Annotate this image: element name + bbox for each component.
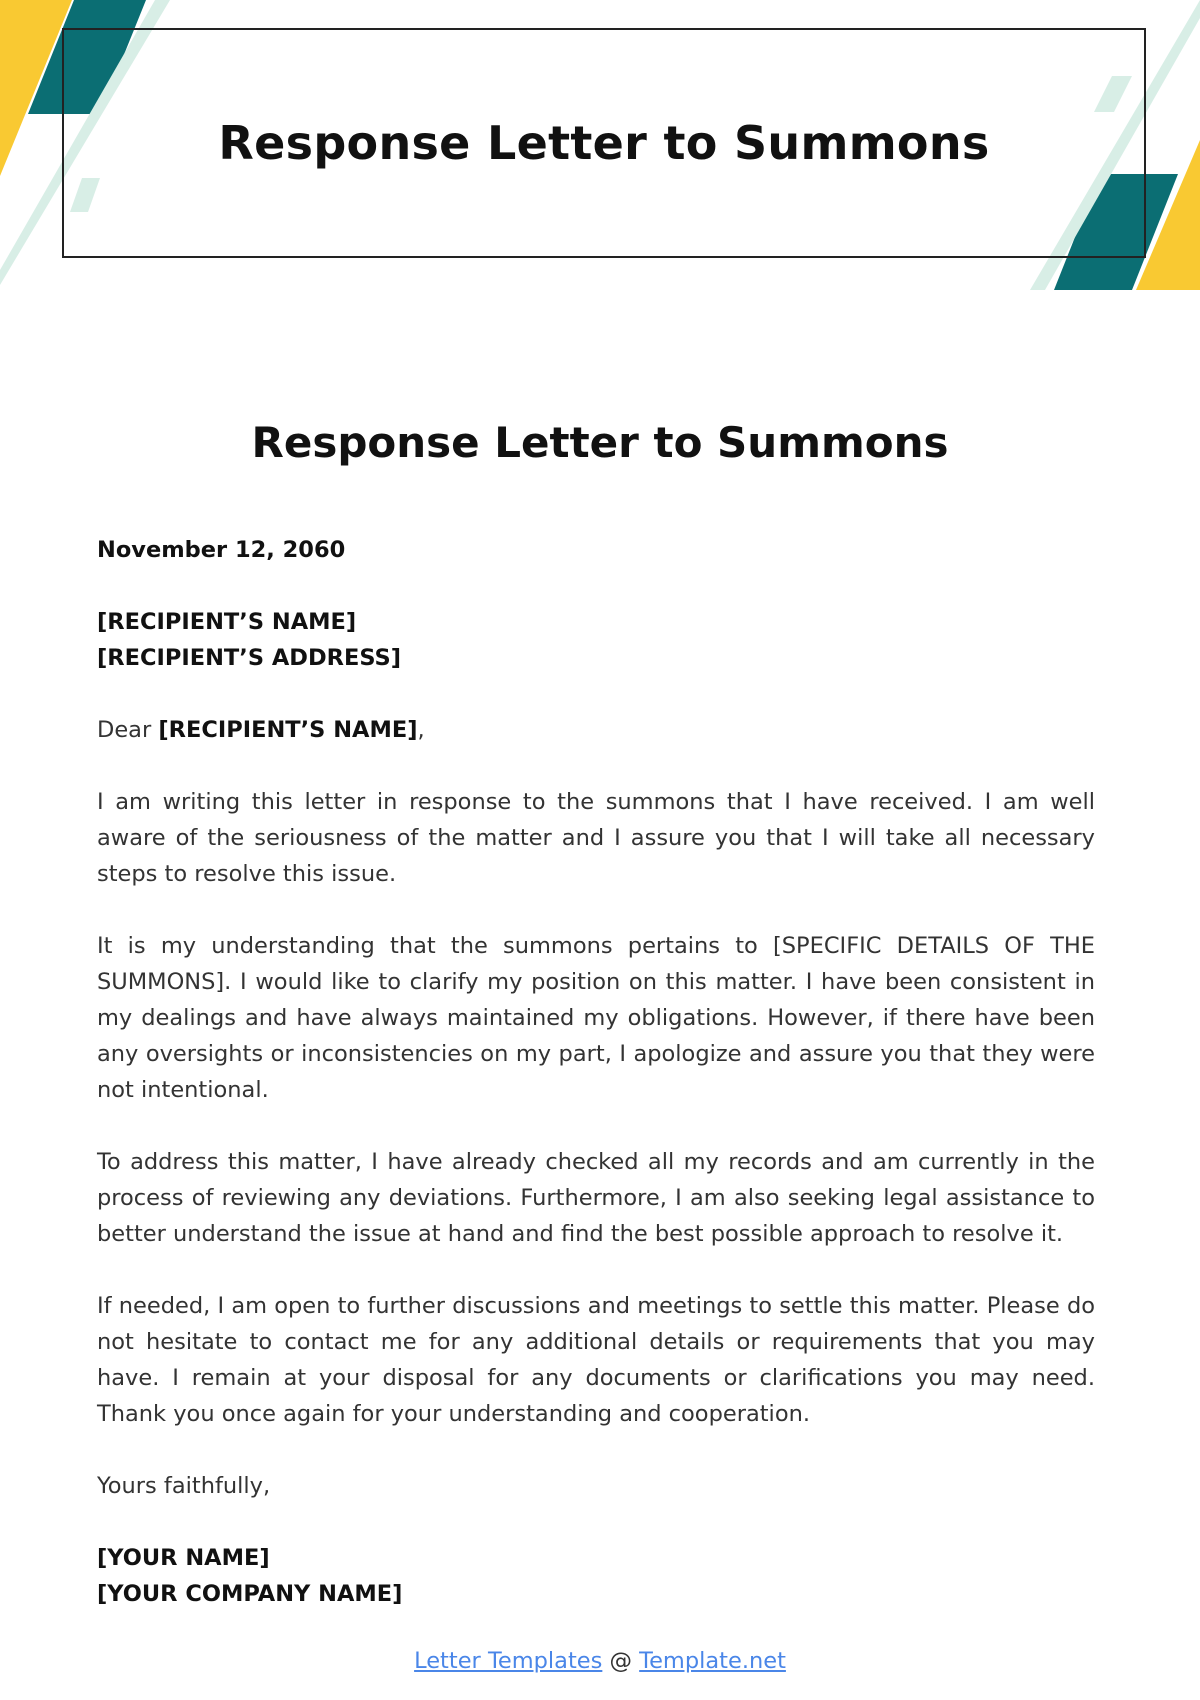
paragraph-4: If needed, I am open to further discussions and meetings to settle this matter. Please do not hesitate to contact me for any additional details or requirements that you may have. I remain at your disposal for any documents or clarifications you may need. Thank you once again for your understanding and cooperation. <box>97 1293 1095 1427</box>
footer-separator: @ <box>602 1648 640 1674</box>
letter-templates-link[interactable]: Letter Templates <box>414 1648 603 1674</box>
closing: Yours faithfully, <box>97 1473 271 1499</box>
letter-body <box>97 532 1095 1612</box>
recipient-address: [RECIPIENT’S ADDRESS] <box>97 645 402 671</box>
salutation-suffix: , <box>417 717 425 743</box>
salutation <box>97 712 1095 748</box>
header-box <box>62 28 1146 258</box>
paragraph-3: To address this matter, I have already checked all my records and am currently in the process of reviewing any deviations. Furthermore, I am also seeking legal assistance to better understand the issue at hand and find the best possible approach to resolve it. <box>97 1149 1095 1247</box>
sender-company: [YOUR COMPANY NAME] <box>97 1581 403 1607</box>
salutation-prefix: Dear <box>97 717 159 743</box>
letter-date: November 12, 2060 <box>97 537 346 563</box>
template-net-link[interactable]: Template.net <box>639 1648 786 1674</box>
footer <box>0 1648 1200 1674</box>
paragraph-1: I am writing this letter in response to the summons that I have received. I am well aware of the seriousness of the matter and I assure you that I will take all necessary steps to resolve this issue. <box>97 789 1095 887</box>
header-title: Response Letter to Summons <box>218 116 990 170</box>
sender-name: [YOUR NAME] <box>97 1545 270 1571</box>
recipient-name: [RECIPIENT’S NAME] <box>97 609 357 635</box>
document-title: Response Letter to Summons <box>251 418 949 467</box>
paragraph-2: It is my understanding that the summons pertains to [SPECIFIC DETAILS OF THE SUMMONS]. I would like to clarify my position on this matter. I have been consistent in my dealings and have always maintained my obligations. However, if there have been any oversights or inconsistencies on my part, I apologize and assure you that they were not intentional. <box>97 933 1095 1103</box>
salutation-name: [RECIPIENT’S NAME] <box>158 717 418 743</box>
